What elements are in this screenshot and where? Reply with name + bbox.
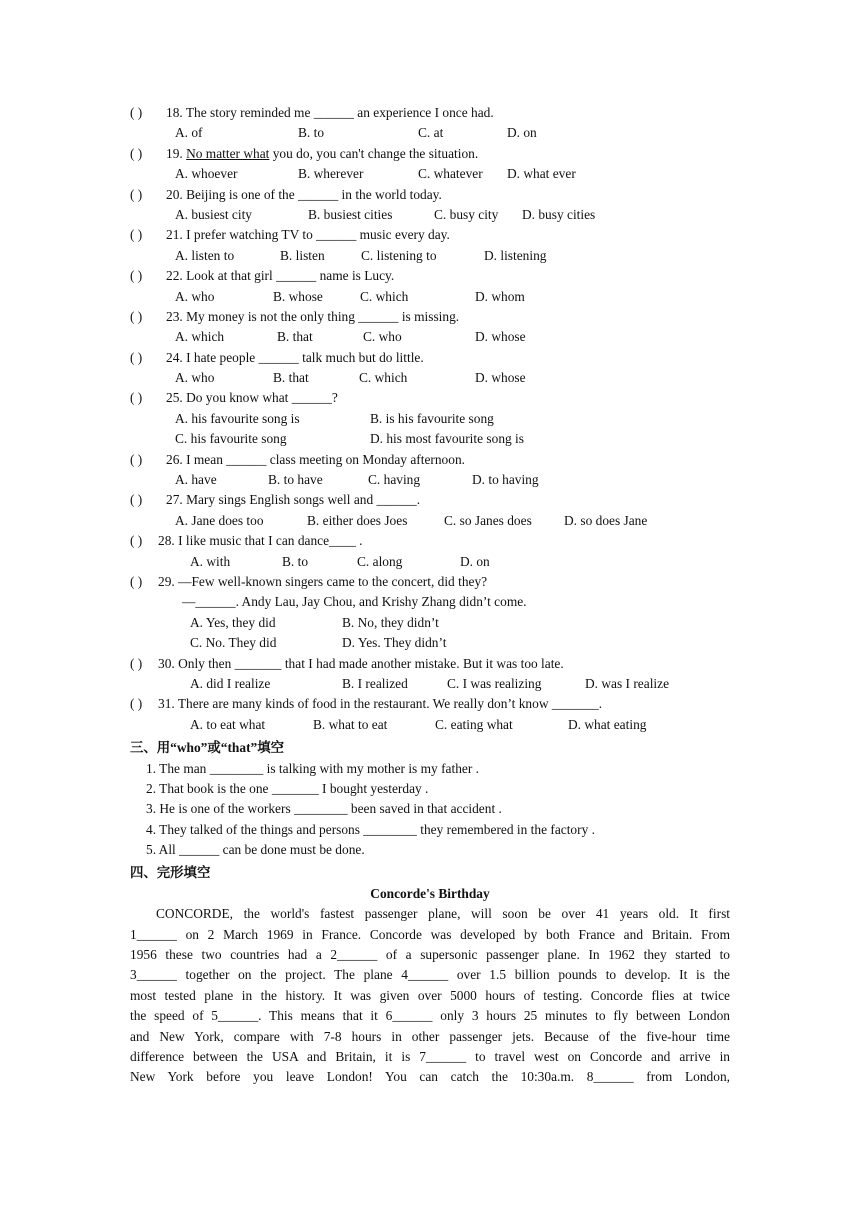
option: C. at (418, 125, 444, 141)
question-stem: 23. My money is not the only thing ______ is missing. (166, 308, 460, 324)
option: D. on (507, 125, 537, 141)
option: A. did I realize (190, 675, 271, 691)
passage-line: New York before you leave London! You can catch the 10:30a.m. 8______ from London, (130, 1069, 730, 1085)
question-line (130, 348, 730, 368)
options-line (130, 409, 730, 429)
cloze-passage (130, 904, 730, 1088)
question-line (130, 185, 730, 205)
question-stem: 31. There are many kinds of food in the restaurant. We really don’t know _______. (158, 696, 603, 712)
options-line (130, 327, 730, 347)
option: B. I realized (342, 675, 408, 691)
worksheet-content (130, 103, 730, 1088)
question-line (130, 450, 730, 470)
question-stem: 22. Look at that girl ______ name is Lucy. (166, 268, 395, 284)
option: B. No, they didn’t (342, 614, 439, 630)
option: C. which (359, 370, 408, 386)
option: B. listen (280, 247, 325, 263)
question-text: you do, you can't change the situation. (269, 145, 479, 161)
passage-line: most tested plane in the history. It was given over 5000 hours of testing. Concorde flies at twice (130, 987, 730, 1003)
passage-line: CONCORDE, the world's fastest passenger plane, will soon be over 41 years old. It first (156, 906, 730, 922)
question-line (130, 490, 730, 510)
fill-in-text: 1. The man ________ is talking with my mother is my father . (146, 760, 479, 776)
option: D. his most favourite song is (370, 431, 524, 447)
question-stem: 29. —Few well-known singers came to the concert, did they? (158, 573, 488, 589)
options-line (130, 287, 730, 307)
question-line (130, 225, 730, 245)
options-line (130, 633, 730, 653)
question-line (130, 388, 730, 408)
option: B. that (277, 329, 313, 345)
options-line (130, 368, 730, 388)
option: A. with (190, 553, 231, 569)
question-stem: 24. I hate people ______ talk much but do little. (166, 349, 424, 365)
option: A. busiest city (175, 206, 252, 222)
question-stem: 26. I mean ______ class meeting on Monday afternoon. (166, 451, 465, 467)
question-stem: 28. I like music that I can dance____ . (158, 533, 363, 549)
option: A. his favourite song is (175, 410, 300, 426)
fill-in-text: 5. All ______ can be done must be done. (146, 842, 365, 858)
option: D. Yes. They didn’t (342, 635, 447, 651)
option: C. having (368, 472, 421, 488)
passage-line: the speed of 5______. This means that it 6______ only 3 hours 25 minutes to fly between London (130, 1008, 730, 1024)
question-line (130, 307, 730, 327)
option: B. to (298, 125, 325, 141)
option: D. so does Jane (564, 512, 648, 528)
options-line (130, 164, 730, 184)
option: D. listening (484, 247, 547, 263)
option: B. to have (268, 472, 323, 488)
question-line (130, 694, 730, 714)
option: A. of (175, 125, 203, 141)
section-heading: 四、完形填空 (130, 865, 211, 881)
dialogue-reply: —______. Andy Lau, Jay Chou, and Krishy Zhang didn’t come. (182, 594, 527, 610)
option: C. along (357, 553, 403, 569)
option: C. I was realizing (447, 675, 542, 691)
options-line (130, 674, 730, 694)
option: A. listen to (175, 247, 235, 263)
question-number: 19. (166, 145, 187, 161)
answer-bracket: ( ) (130, 105, 143, 120)
answer-bracket: ( ) (130, 390, 143, 406)
options-line (130, 429, 730, 449)
option: D. whom (475, 288, 525, 304)
fill-in-item (130, 820, 730, 840)
options-line (130, 246, 730, 266)
question-line (130, 654, 730, 674)
fill-in-item (130, 779, 730, 799)
answer-bracket: ( ) (130, 533, 143, 549)
options-line (130, 552, 730, 572)
question-stem: 18. The story reminded me ______ an experience I once had. (166, 105, 494, 120)
passage-line: 1956 these two countries had a 2______ of a supersonic passenger plane. In 1962 they started to (130, 947, 730, 963)
fill-in-text: 3. He is one of the workers ________ been saved in that accident . (146, 801, 502, 817)
options-line (130, 511, 730, 531)
option: A. who (175, 288, 215, 304)
option: C. busy city (434, 206, 499, 222)
question-stem: 25. Do you know what ______? (166, 390, 338, 406)
option: B. busiest cities (308, 206, 393, 222)
option: D. whose (475, 370, 526, 386)
question-line (130, 531, 730, 551)
option: B. to (282, 553, 309, 569)
passage-line: difference between the USA and Britain, it is 7______ to travel west on Concorde and arrive in (130, 1048, 730, 1064)
question-stem (166, 144, 478, 164)
passage-line: 1______ on 2 March 1969 in France. Concorde was developed by both France and Britain. From (130, 926, 730, 942)
dialogue-reply-line (130, 592, 730, 612)
option: D. to having (472, 472, 539, 488)
answer-bracket: ( ) (130, 145, 143, 161)
option: C. which (360, 288, 409, 304)
answer-bracket: ( ) (130, 186, 143, 202)
question-line (130, 144, 730, 164)
fill-in-text: 2. That book is the one _______ I bought yesterday . (146, 780, 429, 796)
answer-bracket: ( ) (130, 349, 143, 365)
option: D. was I realize (585, 675, 670, 691)
underlined-phrase: No matter what (186, 145, 270, 161)
question-stem: 20. Beijing is one of the ______ in the world today. (166, 186, 442, 202)
passage-line: and New York, compare with 7-8 hours in other passenger jets. Because of the five-hour time (130, 1028, 730, 1044)
answer-bracket: ( ) (130, 492, 143, 508)
question-stem: 30. Only then _______ that I had made another mistake. But it was too late. (158, 655, 564, 671)
passage-line: 3______ together on the project. The plane 4______ over 1.5 billion pounds to develop. It is the (130, 967, 730, 983)
fill-in-item (130, 799, 730, 819)
option: D. busy cities (522, 206, 596, 222)
option: D. what eating (568, 716, 647, 732)
option: B. what to eat (313, 716, 388, 732)
question-line (130, 572, 730, 592)
question-stem: 27. Mary sings English songs well and ______. (166, 492, 421, 508)
option: B. wherever (298, 166, 364, 182)
option: C. so Janes does (444, 512, 532, 528)
answer-bracket: ( ) (130, 655, 143, 671)
option: A. Jane does too (175, 512, 264, 528)
option: C. No. They did (190, 635, 277, 651)
answer-bracket: ( ) (130, 227, 143, 243)
option: A. which (175, 329, 225, 345)
answer-bracket: ( ) (130, 268, 143, 284)
option: D. on (460, 553, 490, 569)
options-line (130, 470, 730, 490)
options-line (130, 613, 730, 633)
option: C. listening to (361, 247, 437, 263)
option: C. whatever (418, 166, 483, 182)
option: A. to eat what (190, 716, 266, 732)
answer-bracket: ( ) (130, 573, 143, 589)
option: A. whoever (175, 166, 238, 182)
question-stem: 21. I prefer watching TV to ______ music every day. (166, 227, 450, 243)
question-line (130, 266, 730, 286)
question-line (130, 103, 730, 123)
passage-title: Concorde's Birthday (370, 885, 490, 901)
answer-bracket: ( ) (130, 696, 143, 712)
fill-in-text: 4. They talked of the things and persons ________ they remembered in the factory . (146, 821, 595, 837)
answer-bracket: ( ) (130, 451, 143, 467)
option: D. whose (475, 329, 526, 345)
section-heading: 三、用“who”或“that”填空 (130, 740, 284, 756)
fill-in-item (130, 759, 730, 779)
option: A. who (175, 370, 215, 386)
option: C. who (363, 329, 402, 345)
fill-in-item (130, 840, 730, 860)
option: A. have (175, 472, 217, 488)
option: B. is his favourite song (370, 410, 494, 426)
options-line (130, 715, 730, 735)
option: B. that (273, 370, 309, 386)
option: C. eating what (435, 716, 513, 732)
answer-bracket: ( ) (130, 308, 143, 324)
options-line (130, 205, 730, 225)
option: A. Yes, they did (190, 614, 276, 630)
option: B. whose (273, 288, 323, 304)
option: B. either does Joes (307, 512, 408, 528)
options-line (130, 123, 730, 143)
option: C. his favourite song (175, 431, 287, 447)
option: D. what ever (507, 166, 576, 182)
